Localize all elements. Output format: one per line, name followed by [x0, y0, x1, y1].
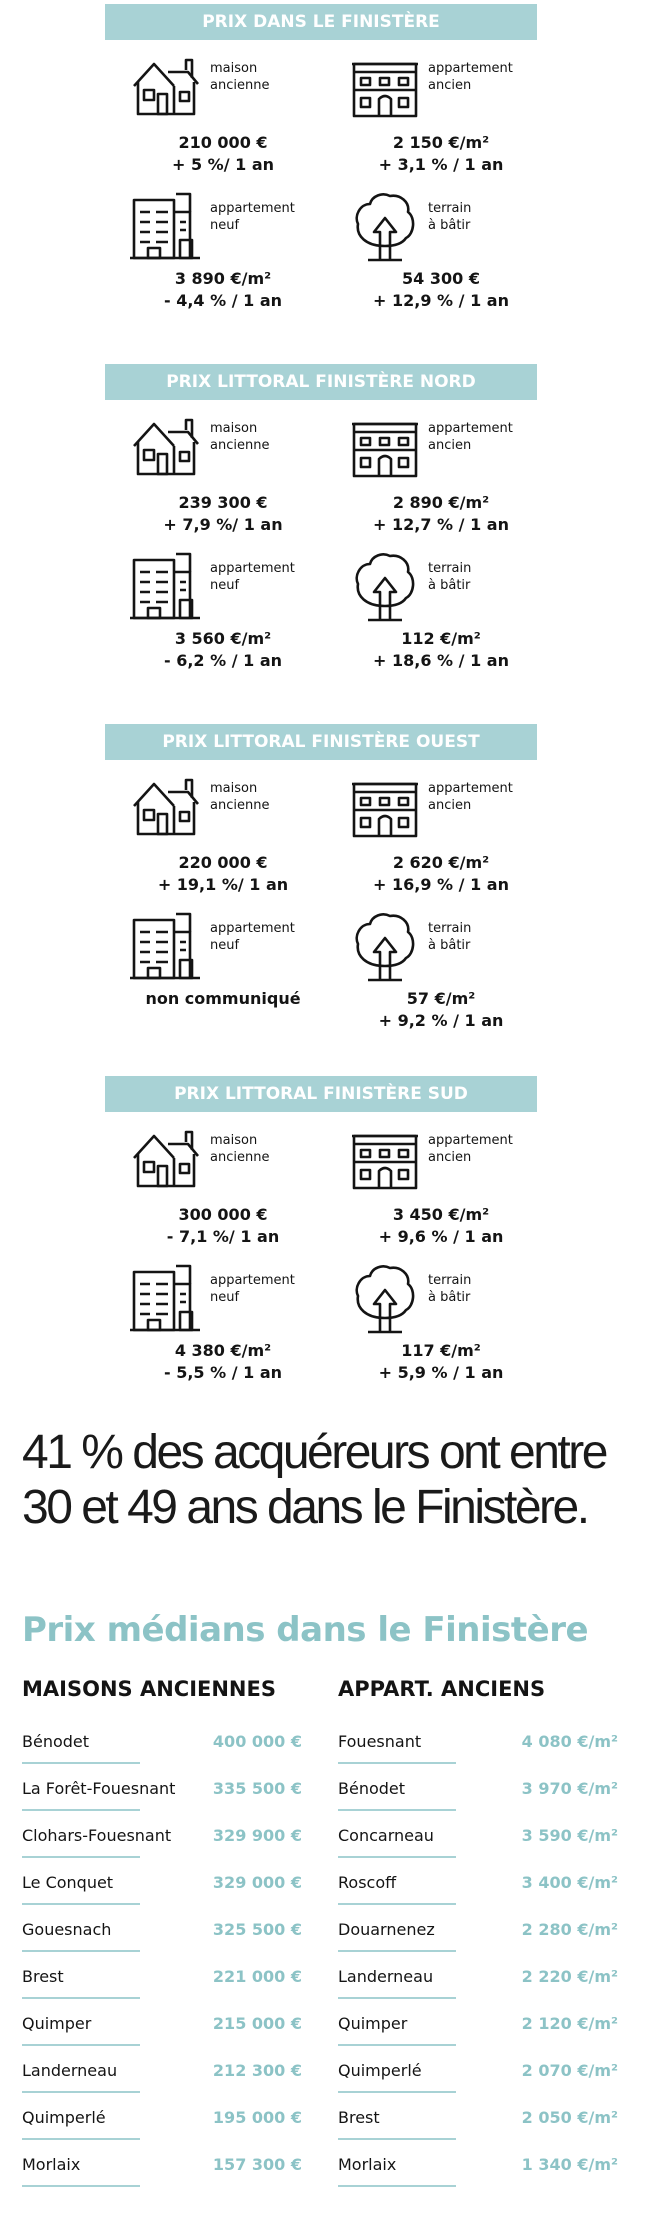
price-item-terrain-a-batir [348, 1262, 578, 1402]
property-type-line: maison [210, 421, 258, 436]
property-type-line: ancien [428, 798, 472, 813]
row-divider [338, 2138, 456, 2140]
price-value: 239 300 € [178, 493, 268, 512]
median-row [22, 2094, 302, 2141]
median-row [338, 1859, 618, 1906]
median-row [338, 1812, 618, 1859]
price-change: + 5,9 % / 1 an [378, 1363, 504, 1382]
city-name: Roscoff [338, 1873, 397, 1892]
city-name: Brest [338, 2108, 380, 2127]
median-value: 3 400 €/m² [521, 1873, 618, 1892]
new-building-icon [128, 1262, 202, 1336]
property-type-line: à bâtir [428, 1290, 471, 1305]
property-type-line: à bâtir [428, 938, 471, 953]
price-item-terrain-a-batir [348, 550, 578, 690]
property-type-line: appartement [210, 561, 295, 576]
section-banner: PRIX LITTORAL FINISTÈRE OUEST [105, 724, 537, 760]
median-value: 157 300 € [212, 2155, 302, 2174]
property-type-label [210, 780, 269, 814]
price-value: 2 890 €/m² [392, 493, 490, 512]
median-value: 1 340 €/m² [521, 2155, 618, 2174]
median-value: 2 120 €/m² [521, 2014, 618, 2033]
price-value: 57 €/m² [406, 989, 476, 1008]
property-type-label [428, 200, 471, 234]
property-type-line: neuf [210, 218, 240, 233]
property-type-line: ancien [428, 438, 472, 453]
median-value: 221 000 € [212, 1967, 302, 1986]
median-row [22, 1906, 302, 1953]
median-prices-title: Prix médians dans le Finistère [22, 1610, 589, 1650]
statistic-quote [22, 1425, 632, 1535]
property-type-label [210, 1272, 295, 1306]
property-type-line: ancien [428, 1150, 472, 1165]
price-change: + 5 %/ 1 an [171, 155, 274, 174]
row-divider [22, 1856, 140, 1858]
price-item-appartement-ancien [348, 50, 578, 190]
price-section-littoral-nord [0, 364, 649, 724]
property-type-line: ancienne [210, 78, 270, 93]
price-value: 3 890 €/m² [174, 269, 272, 288]
price-section-finistere [0, 4, 649, 364]
median-row [338, 1906, 618, 1953]
property-type-line: maison [210, 1133, 258, 1148]
median-row [22, 2047, 302, 2094]
price-block [336, 1340, 546, 1384]
median-row [338, 2141, 618, 2188]
property-type-label [428, 1132, 513, 1166]
price-value: 210 000 € [178, 133, 268, 152]
tree-icon [348, 910, 422, 984]
row-divider [338, 1809, 456, 1811]
row-divider [22, 1809, 140, 1811]
property-type-line: appartement [210, 201, 295, 216]
median-value: 3 970 €/m² [521, 1779, 618, 1798]
property-type-line: ancien [428, 78, 472, 93]
houses-column-header: MAISONS ANCIENNES [22, 1677, 276, 1701]
row-divider [22, 1997, 140, 1999]
property-type-line: maison [210, 61, 258, 76]
section-banner: PRIX DANS LE FINISTÈRE [105, 4, 537, 40]
median-value: 2 070 €/m² [521, 2061, 618, 2080]
property-type-line: terrain [428, 921, 472, 936]
price-value: 112 €/m² [401, 629, 481, 648]
property-type-label [210, 920, 295, 954]
median-value: 4 080 €/m² [521, 1732, 618, 1751]
city-name: Bénodet [22, 1732, 90, 1751]
city-name: La Forêt-Fouesnant [22, 1779, 176, 1798]
city-name: Morlaix [22, 2155, 81, 2174]
price-change: + 7,9 %/ 1 an [163, 515, 283, 534]
property-type-label [210, 60, 269, 94]
row-divider [22, 1903, 140, 1905]
property-type-line: appartement [428, 61, 513, 76]
price-value: 3 450 €/m² [392, 1205, 490, 1224]
median-row [338, 1718, 618, 1765]
price-block [336, 132, 546, 176]
quote-line-1: 41 % des acquéreurs ont entre [22, 1426, 606, 1479]
row-divider [338, 1903, 456, 1905]
property-type-label [428, 60, 513, 94]
price-change: + 12,9 % / 1 an [373, 291, 509, 310]
city-name: Quimperlé [22, 2108, 106, 2127]
median-value: 325 500 € [212, 1920, 302, 1939]
city-name: Douarnenez [338, 1920, 435, 1939]
city-name: Fouesnant [338, 1732, 422, 1751]
price-block [336, 628, 546, 672]
price-change: - 5,5 % / 1 an [163, 1363, 283, 1382]
property-type-line: appartement [428, 421, 513, 436]
property-type-line: neuf [210, 938, 240, 953]
section-banner: PRIX LITTORAL FINISTÈRE SUD [105, 1076, 537, 1112]
price-item-appartement-ancien [348, 410, 578, 550]
price-block [336, 492, 546, 536]
city-name: Le Conquet [22, 1873, 114, 1892]
property-type-line: à bâtir [428, 578, 471, 593]
city-name: Landerneau [22, 2061, 118, 2080]
row-divider [338, 2185, 456, 2187]
city-name: Clohars-Fouesnant [22, 1826, 172, 1845]
property-type-line: ancienne [210, 438, 270, 453]
row-divider [22, 1762, 140, 1764]
tree-icon [348, 1262, 422, 1336]
price-block [118, 132, 328, 176]
price-value: 54 300 € [402, 269, 480, 288]
tree-icon [348, 550, 422, 624]
property-type-label [428, 1272, 471, 1306]
price-item-appartement-ancien [348, 1122, 578, 1262]
price-change: - 6,2 % / 1 an [163, 651, 283, 670]
property-type-line: terrain [428, 561, 472, 576]
property-type-line: terrain [428, 201, 472, 216]
property-type-line: appartement [210, 921, 295, 936]
median-row [338, 2047, 618, 2094]
median-row [22, 1718, 302, 1765]
price-block [336, 852, 546, 896]
price-change: + 9,6 % / 1 an [378, 1227, 504, 1246]
property-type-label [428, 780, 513, 814]
row-divider [22, 2091, 140, 2093]
price-block [118, 1204, 328, 1248]
property-type-label [428, 420, 513, 454]
city-name: Brest [22, 1967, 64, 1986]
price-value: 4 380 €/m² [174, 1341, 272, 1360]
tree-icon [348, 190, 422, 264]
property-type-label [210, 200, 295, 234]
price-change: + 16,9 % / 1 an [373, 875, 509, 894]
apartments-median-list [338, 1718, 618, 2188]
city-name: Quimper [338, 2014, 408, 2033]
median-row [22, 1765, 302, 1812]
row-divider [338, 2044, 456, 2046]
section-banner: PRIX LITTORAL FINISTÈRE NORD [105, 364, 537, 400]
median-value: 212 300 € [212, 2061, 302, 2080]
median-row [22, 2141, 302, 2188]
property-type-line: ancienne [210, 798, 270, 813]
property-type-line: terrain [428, 1273, 472, 1288]
price-item-appartement-neuf [128, 190, 358, 330]
price-block [336, 1204, 546, 1248]
row-divider [338, 1997, 456, 1999]
median-value: 329 000 € [212, 1873, 302, 1892]
median-value: 195 000 € [212, 2108, 302, 2127]
price-change: + 18,6 % / 1 an [373, 651, 509, 670]
median-row [338, 2094, 618, 2141]
price-value: 2 150 €/m² [392, 133, 490, 152]
row-divider [338, 1856, 456, 1858]
property-type-line: maison [210, 781, 258, 796]
price-item-maison-ancienne [128, 410, 358, 550]
house-icon [128, 410, 202, 484]
city-name: Quimperlé [338, 2061, 422, 2080]
new-building-icon [128, 910, 202, 984]
property-type-line: appartement [210, 1273, 295, 1288]
price-block [118, 492, 328, 536]
apartments-column-header: APPART. ANCIENS [338, 1677, 546, 1701]
price-block [118, 852, 328, 896]
median-row [338, 1953, 618, 2000]
old-building-icon [348, 1122, 422, 1196]
price-value: 117 €/m² [401, 1341, 481, 1360]
city-name: Morlaix [338, 2155, 397, 2174]
price-item-appartement-neuf [128, 910, 358, 1050]
old-building-icon [348, 50, 422, 124]
price-block [336, 988, 546, 1032]
row-divider [22, 2138, 140, 2140]
row-divider [338, 2091, 456, 2093]
property-type-label [428, 920, 471, 954]
median-row [22, 2000, 302, 2047]
row-divider [338, 1762, 456, 1764]
price-change: + 19,1 %/ 1 an [157, 875, 289, 894]
price-item-maison-ancienne [128, 1122, 358, 1262]
property-type-label [210, 1132, 269, 1166]
row-divider [22, 1950, 140, 1952]
row-divider [338, 1950, 456, 1952]
property-type-line: neuf [210, 578, 240, 593]
price-item-terrain-a-batir [348, 910, 578, 1050]
houses-median-list [22, 1718, 302, 2188]
city-name: Quimper [22, 2014, 92, 2033]
median-row [338, 2000, 618, 2047]
property-type-line: appartement [428, 1133, 513, 1148]
price-block [118, 1340, 328, 1384]
old-building-icon [348, 410, 422, 484]
price-section-littoral-sud [0, 1076, 649, 1436]
house-icon [128, 50, 202, 124]
row-divider [22, 2044, 140, 2046]
median-value: 335 500 € [212, 1779, 302, 1798]
median-value: 3 590 €/m² [521, 1826, 618, 1845]
property-type-label [210, 560, 295, 594]
price-block [118, 268, 328, 312]
new-building-icon [128, 550, 202, 624]
price-value: 2 620 €/m² [392, 853, 490, 872]
price-block [336, 268, 546, 312]
property-type-line: appartement [428, 781, 513, 796]
house-icon [128, 770, 202, 844]
median-value: 400 000 € [212, 1732, 302, 1751]
price-block [118, 628, 328, 672]
median-value: 2 050 €/m² [521, 2108, 618, 2127]
price-item-terrain-a-batir [348, 190, 578, 330]
property-type-line: neuf [210, 1290, 240, 1305]
old-building-icon [348, 770, 422, 844]
median-row [338, 1765, 618, 1812]
city-name: Gouesnach [22, 1920, 112, 1939]
median-value: 2 280 €/m² [521, 1920, 618, 1939]
price-item-appartement-neuf [128, 1262, 358, 1402]
price-section-littoral-ouest [0, 724, 649, 1084]
median-row [22, 1953, 302, 2000]
property-type-line: à bâtir [428, 218, 471, 233]
property-type-label [210, 420, 269, 454]
price-value: 3 560 €/m² [174, 629, 272, 648]
price-change: + 9,2 % / 1 an [378, 1011, 504, 1030]
median-row [22, 1859, 302, 1906]
property-type-line: ancienne [210, 1150, 270, 1165]
median-value: 215 000 € [212, 2014, 302, 2033]
city-name: Bénodet [338, 1779, 406, 1798]
median-value: 329 900 € [212, 1826, 302, 1845]
price-change: - 7,1 %/ 1 an [166, 1227, 280, 1246]
price-block [118, 988, 328, 1010]
price-item-maison-ancienne [128, 50, 358, 190]
city-name: Concarneau [338, 1826, 434, 1845]
median-value: 2 220 €/m² [521, 1967, 618, 1986]
price-value: 220 000 € [178, 853, 268, 872]
price-change: - 4,4 % / 1 an [163, 291, 283, 310]
quote-line-2: 30 et 49 ans dans le Finistère. [22, 1481, 588, 1534]
price-item-maison-ancienne [128, 770, 358, 910]
price-value: 300 000 € [178, 1205, 268, 1224]
city-name: Landerneau [338, 1967, 434, 1986]
price-item-appartement-ancien [348, 770, 578, 910]
price-change: + 12,7 % / 1 an [373, 515, 509, 534]
house-icon [128, 1122, 202, 1196]
new-building-icon [128, 190, 202, 264]
property-type-label [428, 560, 471, 594]
price-item-appartement-neuf [128, 550, 358, 690]
row-divider [22, 2185, 140, 2187]
median-row [22, 1812, 302, 1859]
price-change: + 3,1 % / 1 an [378, 155, 504, 174]
price-value: non communiqué [145, 989, 301, 1008]
